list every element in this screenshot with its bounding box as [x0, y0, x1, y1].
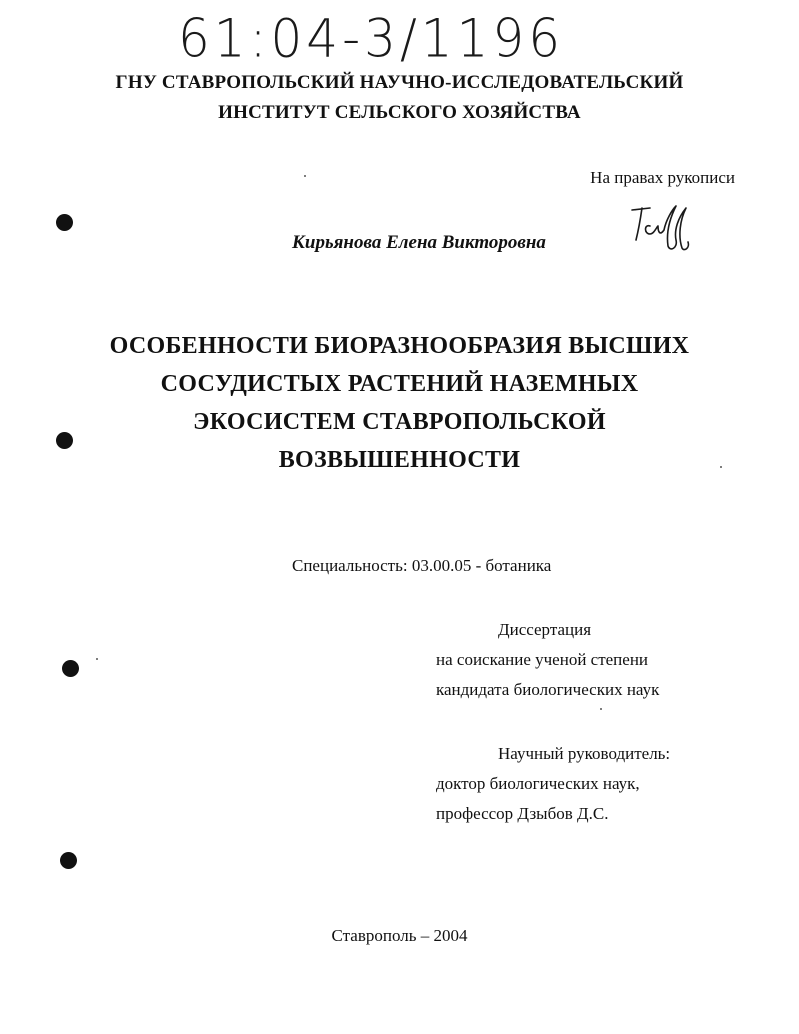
scan-speck [304, 175, 306, 177]
scan-speck [600, 708, 602, 710]
manuscript-rights-note: На правах рукописи [590, 168, 735, 187]
title-line-2: СОСУДИСТЫХ РАСТЕНИЙ НАЗЕМНЫХ [160, 371, 639, 397]
dissertation-heading: Диссертация [498, 620, 592, 639]
binding-hole [56, 214, 73, 231]
binding-hole [60, 852, 77, 869]
dissertation-degree-line-1: на соискание ученой степени [436, 650, 649, 669]
supervisor-name: профессор Дзыбов Д.С. [436, 804, 609, 823]
handwritten-archive-code: 61:04-3/1196 [178, 8, 565, 69]
title-line-1: ОСОБЕННОСТИ БИОРАЗНООБРАЗИЯ ВЫСШИХ [109, 333, 690, 359]
city-and-year: Ставрополь – 2004 [331, 926, 468, 945]
institute-name-line-2: ИНСТИТУТ СЕЛЬСКОГО ХОЗЯЙСТВА [218, 102, 581, 123]
supervisor-heading: Научный руководитель: [498, 744, 671, 763]
title-line-3: ЭКОСИСТЕМ СТАВРОПОЛЬСКОЙ [193, 409, 606, 435]
author-name: Кирьянова Елена Викторовна [292, 232, 546, 253]
author-signature [620, 196, 700, 256]
binding-hole [62, 660, 79, 677]
title-line-4: ВОЗВЫШЕННОСТИ [278, 447, 521, 473]
specialty: Специальность: 03.00.05 - ботаника [292, 556, 552, 575]
dissertation-degree-line-2: кандидата биологических наук [436, 680, 660, 699]
scan-speck [96, 658, 98, 660]
institute-name-line-1: ГНУ СТАВРОПОЛЬСКИЙ НАУЧНО-ИССЛЕДОВАТЕЛЬСКИЙ [115, 72, 684, 93]
supervisor-degree: доктор биологических наук, [436, 774, 640, 793]
